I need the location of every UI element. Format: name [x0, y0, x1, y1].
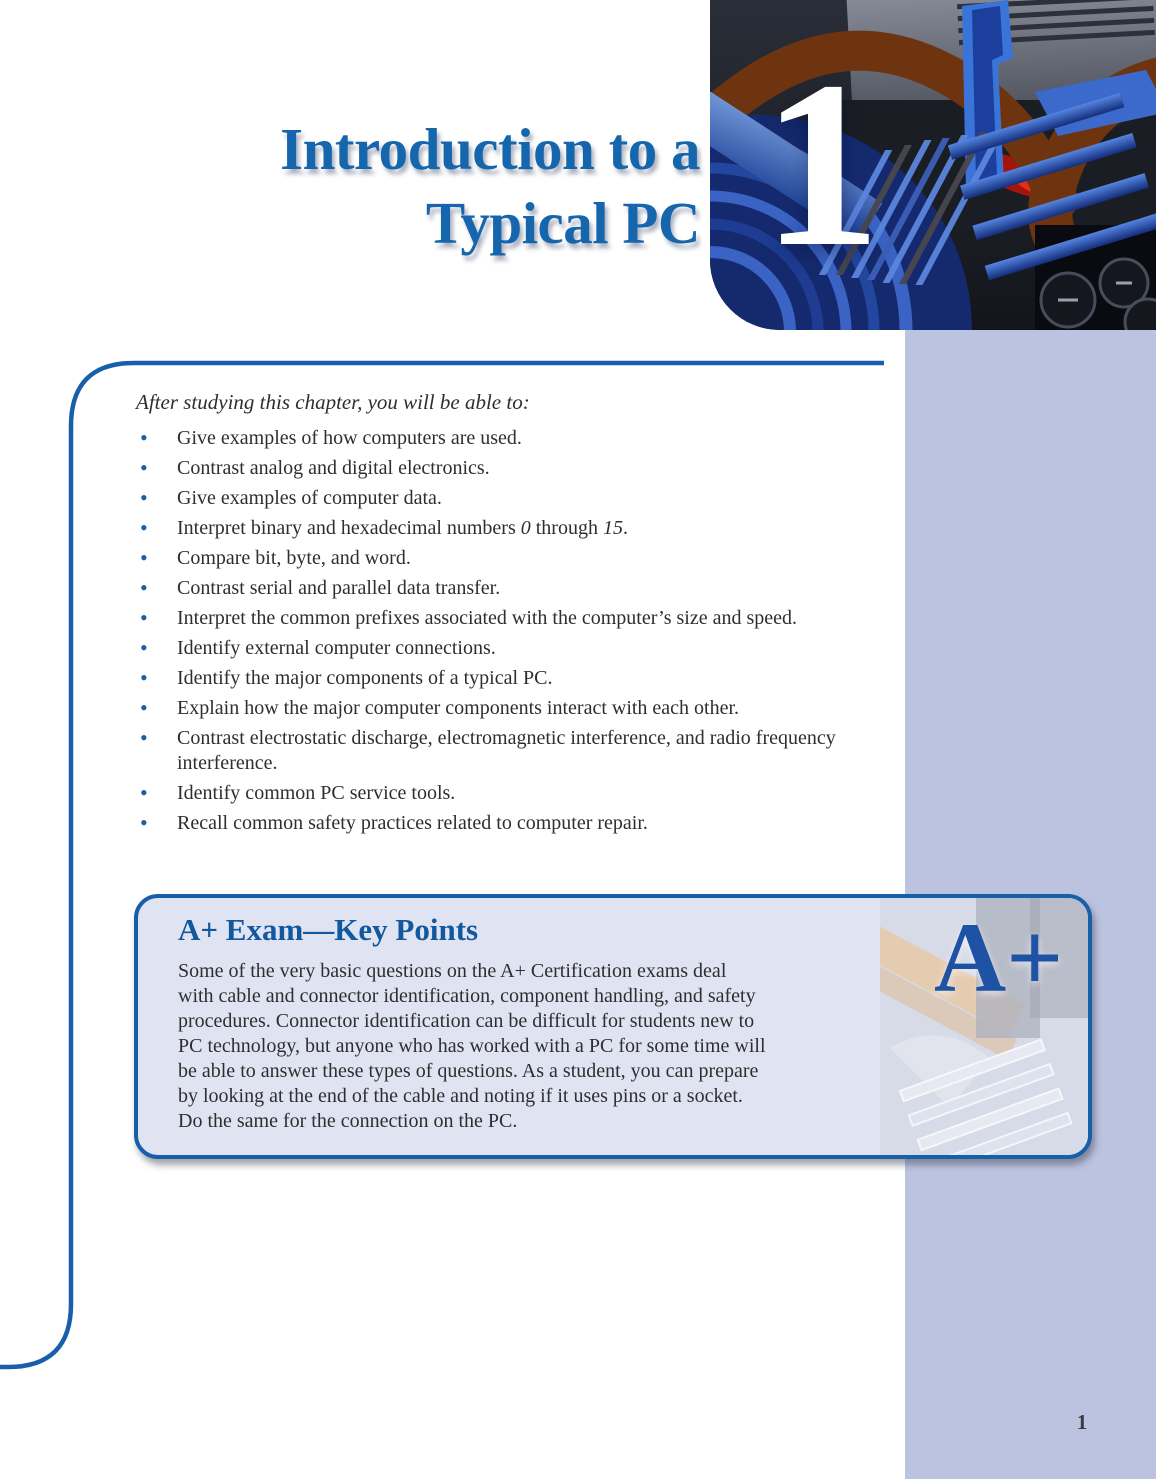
page-title-line1: Introduction to a — [280, 116, 700, 182]
exam-box-heading: A+ Exam—Key Points — [178, 912, 479, 947]
exam-box-body — [178, 959, 883, 1134]
exam-body-line: Some of the very basic questions on the A+ Certification exams deal — [178, 960, 727, 982]
objective-item: • Interpret binary and hexadecimal numbers 0 through 15. — [136, 516, 842, 541]
objective-item: • Recall common safety practices related to computer repair. — [136, 811, 842, 836]
objective-item: • Contrast electrostatic discharge, electromagnetic interference, and radio frequency interference. — [136, 726, 842, 776]
exam-body-line: by looking at the end of the cable and noting if it uses pins or a socket. — [178, 1085, 743, 1107]
page-number: 1 — [1076, 1410, 1088, 1434]
objective-item: • Contrast analog and digital electronics. — [136, 456, 842, 481]
objective-item: • Interpret the common prefixes associated with the computer’s size and speed. — [136, 606, 842, 631]
objectives-list — [136, 426, 842, 841]
aplus-badge: A+ — [934, 902, 1064, 1013]
page-title-line2: Typical PC — [425, 190, 700, 256]
chapter-photo — [710, 0, 1156, 330]
objective-item: • Compare bit, byte, and word. — [136, 546, 842, 571]
objective-item: • Give examples of computer data. — [136, 486, 842, 511]
exam-box-photo — [880, 898, 1088, 1155]
exam-body-line: be able to answer these types of questions. As a student, you can prepare — [178, 1060, 759, 1082]
exam-key-points-box — [134, 894, 1092, 1159]
exam-body-line: PC technology, but anyone who has worked with a PC for some time will — [178, 1035, 766, 1057]
objective-item: • Give examples of how computers are used. — [136, 426, 842, 451]
chapter-number: 1 — [762, 33, 881, 296]
exam-body-line: procedures. Connector identification can be difficult for students new to — [178, 1010, 755, 1032]
objective-item: • Explain how the major computer components interact with each other. — [136, 696, 842, 721]
objective-item: • Identify external computer connections. — [136, 636, 842, 661]
objective-item: • Contrast serial and parallel data transfer. — [136, 576, 842, 601]
objectives-intro: After studying this chapter, you will be able to: — [136, 390, 530, 414]
objective-item: • Identify common PC service tools. — [136, 781, 842, 806]
page-title — [0, 112, 700, 260]
objective-item: • Identify the major components of a typical PC. — [136, 666, 842, 691]
exam-body-line: Do the same for the connection on the PC. — [178, 1110, 518, 1132]
exam-body-line: with cable and connector identification, component handling, and safety — [178, 985, 756, 1007]
